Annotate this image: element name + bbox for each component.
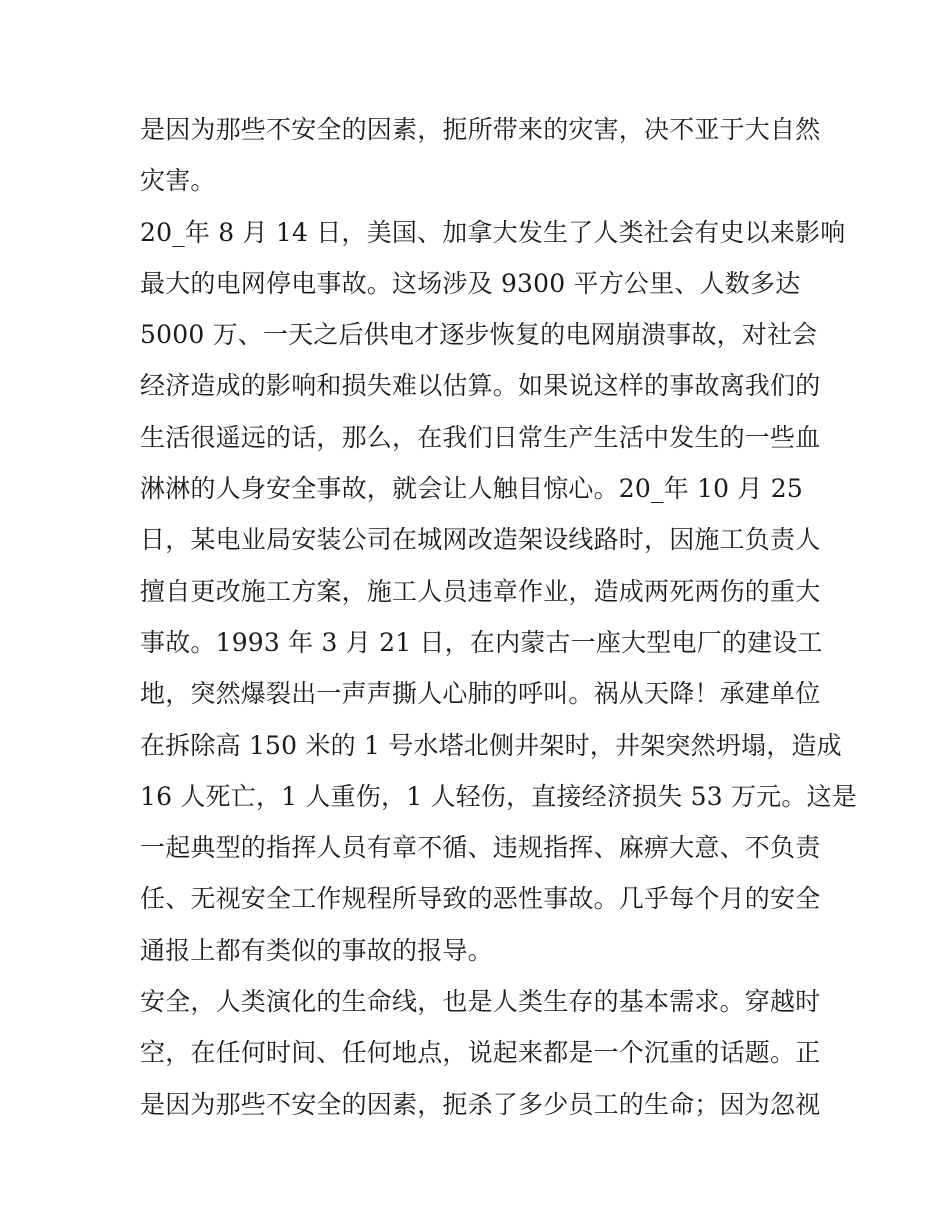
text-line: 20_年 8 月 14 日，美国、加拿大发生了人类社会有史以来影响 bbox=[140, 217, 846, 247]
text-line: 事故。1993 年 3 月 21 日，在内蒙古一座大型电厂的建设工 bbox=[140, 627, 823, 657]
text-line: 空，在任何时间、任何地点，说起来都是一个沉重的话题。正 bbox=[140, 1038, 821, 1068]
text-line: 日，某电业局安装公司在城网改造架设线路时，因施工负责人 bbox=[140, 525, 821, 555]
text-line: 是因为那些不安全的因素，扼杀了多少员工的生命；因为忽视 bbox=[140, 1089, 821, 1119]
text-line: 一起典型的指挥人员有章不循、违规指挥、麻痹大意、不负责 bbox=[140, 833, 821, 863]
text-line: 地，突然爆裂出一声声撕人心肺的呼叫。祸从天降！承建单位 bbox=[140, 679, 821, 709]
text-line: 最大的电网停电事故。这场涉及 9300 平方公里、人数多达 bbox=[140, 268, 801, 298]
text-line: 5000 万、一天之后供电才逐步恢复的电网崩溃事故，对社会 bbox=[140, 320, 818, 350]
text-line: 任、无视安全工作规程所导致的恶性事故。几乎每个月的安全 bbox=[140, 884, 821, 914]
text-line: 淋淋的人身安全事故，就会让人触目惊心。20_年 10 月 25 bbox=[140, 474, 803, 504]
text-line: 是因为那些不安全的因素，扼所带来的灾害，决不亚于大自然 bbox=[140, 115, 821, 144]
body-text bbox=[140, 104, 857, 1130]
text-line: 生活很遥远的话，那么，在我们日常生产生活中发生的一些血 bbox=[140, 422, 821, 452]
text-line: 灾害。 bbox=[140, 166, 216, 196]
text-line: 16 人死亡，1 人重伤，1 人轻伤，直接经济损失 53 万元。这是 bbox=[140, 781, 857, 811]
text-line: 在拆除高 150 米的 1 号水塔北侧井架时，井架突然坍塌，造成 bbox=[140, 730, 842, 760]
text-line: 安全，人类演化的生命线，也是人类生存的基本需求。穿越时 bbox=[140, 987, 821, 1017]
text-line: 擅自更改施工方案，施工人员违章作业，造成两死两伤的重大 bbox=[140, 576, 821, 606]
text-line: 经济造成的影响和损失难以估算。如果说这样的事故离我们的 bbox=[140, 371, 821, 401]
text-line: 通报上都有类似的事故的报导。 bbox=[140, 935, 493, 965]
